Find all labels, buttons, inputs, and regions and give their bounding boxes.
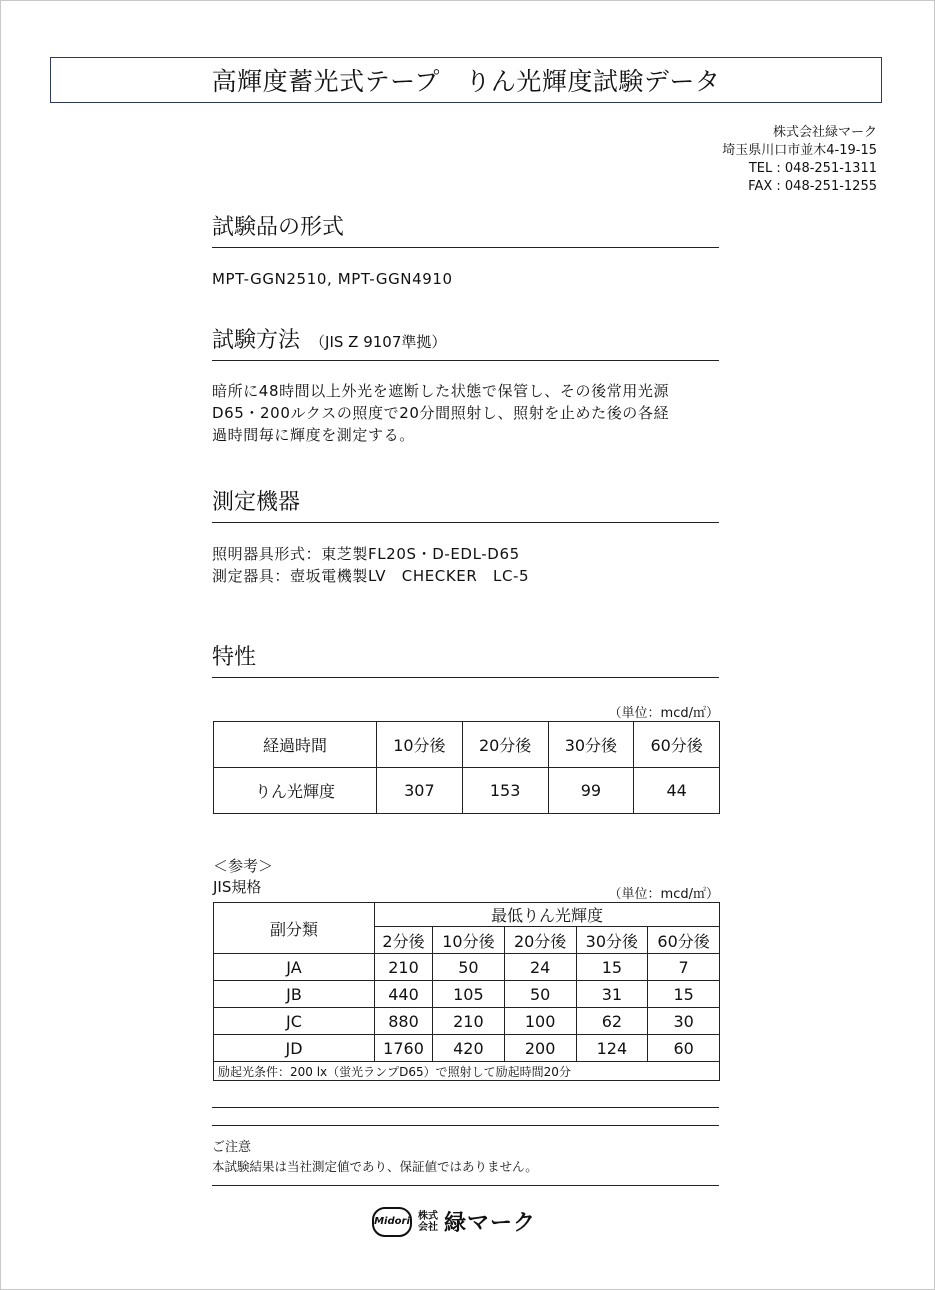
section-heading-sample-format (212, 210, 719, 248)
heading-text: 試験品の形式 (212, 215, 345, 240)
table-cell: 10分後 (433, 927, 505, 954)
heading-subtext: （JIS Z 9107準拠） (310, 333, 447, 351)
table-cell: 副分類 (214, 903, 375, 954)
table-cell: 44 (634, 768, 720, 814)
jis-reference-table (213, 902, 720, 1081)
section-heading-method (212, 323, 719, 361)
table-cell: りん光輝度 (214, 768, 377, 814)
table-footnote-row (214, 1062, 720, 1081)
section-heading-characteristics (212, 640, 719, 678)
table-cell: 30 (648, 1008, 720, 1035)
reference-label: ＜参考＞ (213, 857, 274, 875)
table-cell: 10分後 (377, 722, 463, 768)
table-cell: 24 (504, 954, 576, 981)
table-row (214, 981, 720, 1008)
table-cell: 210 (433, 1008, 505, 1035)
table-cell: 50 (504, 981, 576, 1008)
table-cell: 経過時間 (214, 722, 377, 768)
company-info (722, 124, 877, 196)
table-cell: 99 (548, 768, 634, 814)
table-row (214, 954, 720, 981)
section-heading-equipment (212, 485, 719, 523)
table-header-row (214, 722, 720, 768)
equipment-text (212, 543, 529, 587)
table-cell: 105 (433, 981, 505, 1008)
table-cell: 30分後 (548, 722, 634, 768)
table-cell: 60分後 (648, 927, 720, 954)
table-cell: 7 (648, 954, 720, 981)
company-name: 株式会社緑マーク (772, 125, 877, 140)
company-tel: TEL : 048-251-1311 (748, 161, 877, 176)
logo-kabu-top: 株式 (418, 1210, 438, 1222)
equipment-line: 測定器具：壺坂電機製LV CHECKER LC-5 (212, 567, 530, 585)
table-cell: JB (214, 981, 375, 1008)
divider (212, 1125, 719, 1126)
company-fax: FAX : 048-251-1255 (748, 179, 877, 194)
company-logo (372, 1206, 536, 1237)
table-cell: 440 (375, 981, 433, 1008)
sample-format-text: MPT-GGN2510, MPT-GGN4910 (212, 270, 453, 288)
heading-text: 試験方法 (212, 328, 301, 353)
company-address: 埼玉県川口市並木4-19-15 (722, 143, 877, 158)
method-line: 暗所に48時間以上外光を遮断した状態で保管し、その後常用光源 (212, 382, 670, 400)
equipment-line: 照明器具形式：東芝製FL20S・D-EDL-D65 (212, 545, 520, 563)
table-cell: 60 (648, 1035, 720, 1062)
table-cell: 31 (576, 981, 648, 1008)
table-cell: 30分後 (576, 927, 648, 954)
reference-sublabel: JIS規格 (213, 878, 262, 896)
table-cell: 50 (433, 954, 505, 981)
notice-title: ご注意 (212, 1140, 252, 1155)
table-cell: 62 (576, 1008, 648, 1035)
unit-label: （単位：mcd/㎡） (608, 706, 719, 721)
table-cell: 153 (462, 768, 548, 814)
method-line: 過時間毎に輝度を測定する。 (212, 426, 415, 444)
notice-text: 本試験結果は当社測定値であり、保証値ではありません。 (212, 1159, 538, 1174)
table-row (214, 1008, 720, 1035)
table-cell: 2分後 (375, 927, 433, 954)
table-cell: 307 (377, 768, 463, 814)
table-cell: JC (214, 1008, 375, 1035)
table-group-header: 最低りん光輝度 (375, 903, 720, 927)
table-cell: 20分後 (504, 927, 576, 954)
table-cell: 124 (576, 1035, 648, 1062)
table-header-row (214, 903, 720, 927)
document-title: 高輝度蓄光式テープ りん光輝度試験データ (50, 57, 882, 103)
divider (212, 1107, 719, 1108)
table-footnote: 励起光条件：200 lx（蛍光ランプD65）で照射して励起時間20分 (214, 1062, 720, 1081)
logo-name: 緑マーク (444, 1211, 537, 1236)
reference-unit-label: （単位：mcd/㎡） (608, 887, 719, 902)
table-cell: 200 (504, 1035, 576, 1062)
table-cell: 20分後 (462, 722, 548, 768)
table-cell: 1760 (375, 1035, 433, 1062)
heading-text: 測定機器 (212, 490, 301, 515)
method-text (212, 380, 669, 446)
table-cell: 100 (504, 1008, 576, 1035)
table-cell: JD (214, 1035, 375, 1062)
logo-kabushikigaisha (418, 1211, 438, 1233)
table-cell: 15 (576, 954, 648, 981)
logo-kabu-bottom: 会社 (418, 1221, 438, 1233)
table-cell: JA (214, 954, 375, 981)
logo-badge: Midori (372, 1207, 412, 1237)
method-line: D65・200ルクスの照度で20分間照射し、照射を止めた後の各経 (212, 404, 670, 422)
table-cell: 880 (375, 1008, 433, 1035)
table-cell: 420 (433, 1035, 505, 1062)
heading-text: 特性 (212, 645, 257, 670)
table-cell: 210 (375, 954, 433, 981)
table-row (214, 768, 720, 814)
table-cell: 60分後 (634, 722, 720, 768)
characteristics-table (213, 721, 720, 814)
table-row (214, 1035, 720, 1062)
divider (212, 1185, 719, 1186)
table-cell: 15 (648, 981, 720, 1008)
